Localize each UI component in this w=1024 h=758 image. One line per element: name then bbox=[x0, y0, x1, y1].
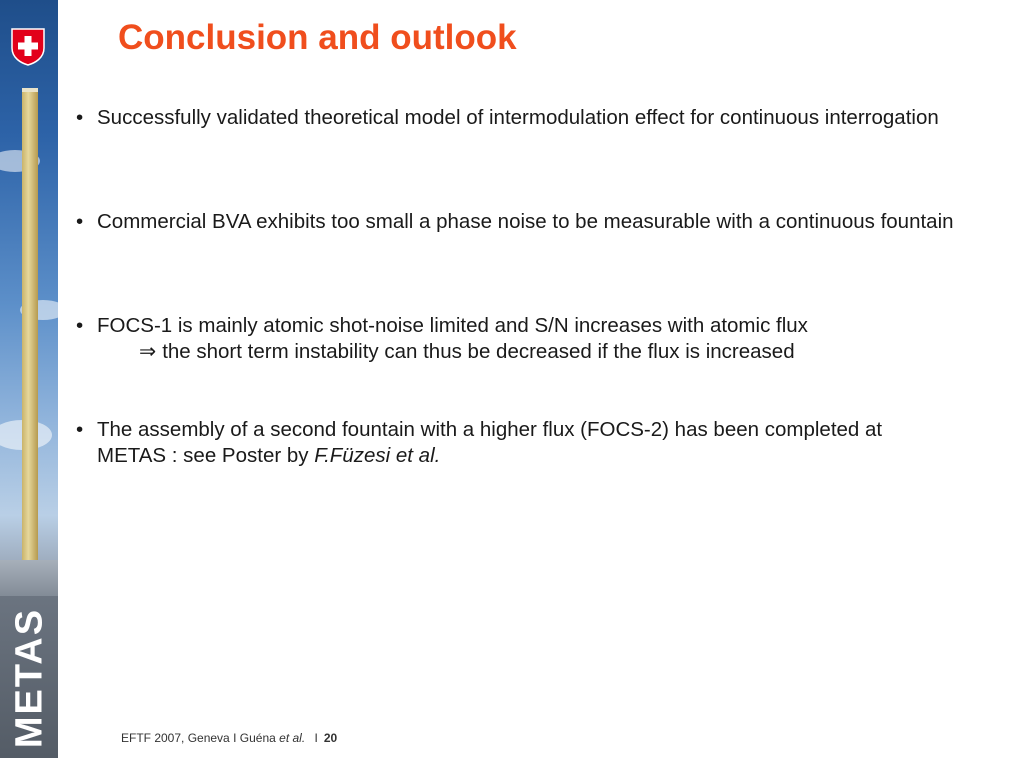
bullet-item bbox=[76, 417, 956, 469]
swiss-flag-icon bbox=[11, 28, 45, 66]
footer-author-suffix: et al. bbox=[279, 731, 306, 745]
footer-separator: I bbox=[233, 731, 237, 745]
footer-separator: I bbox=[314, 731, 318, 745]
bullet-item bbox=[76, 209, 954, 235]
bullet-text: Successfully validated theoretical model of intermodulation effect for continuous interrogation bbox=[97, 106, 939, 129]
bullet-text: FOCS-1 is mainly atomic shot-noise limited and S/N increases with atomic flux bbox=[97, 314, 808, 337]
bullet-subtext bbox=[97, 339, 808, 365]
bullet-item bbox=[76, 313, 808, 365]
bullet-marker: • bbox=[76, 314, 84, 337]
bullet-text: The assembly of a second fountain with a higher flux (FOCS-2) has been completed at METAS : see Poster by bbox=[97, 418, 883, 467]
bullet-item bbox=[76, 105, 939, 131]
bullet-subtext-text: the short term instability can thus be decreased if the flux is increased bbox=[162, 340, 795, 363]
metas-logo-text: METAS bbox=[8, 607, 51, 749]
page-number: 20 bbox=[323, 731, 338, 745]
slide-title: Conclusion and outlook bbox=[118, 18, 517, 57]
building-base bbox=[0, 560, 58, 600]
bullet-marker: • bbox=[76, 210, 84, 233]
tower-image bbox=[22, 92, 38, 580]
footer-event: EFTF 2007, Geneva bbox=[121, 731, 230, 745]
bullet-marker: • bbox=[76, 418, 84, 441]
footer-author: Guéna bbox=[239, 731, 280, 745]
bullet-marker: • bbox=[76, 106, 84, 129]
poster-author: F.Füzesi et al. bbox=[314, 444, 441, 467]
side-banner-image bbox=[0, 0, 58, 758]
bullet-text: Commercial BVA exhibits too small a phase noise to be measurable with a continuous fountain bbox=[97, 210, 954, 233]
implies-symbol: ⇒ bbox=[139, 340, 157, 363]
slide-footer bbox=[121, 731, 337, 745]
